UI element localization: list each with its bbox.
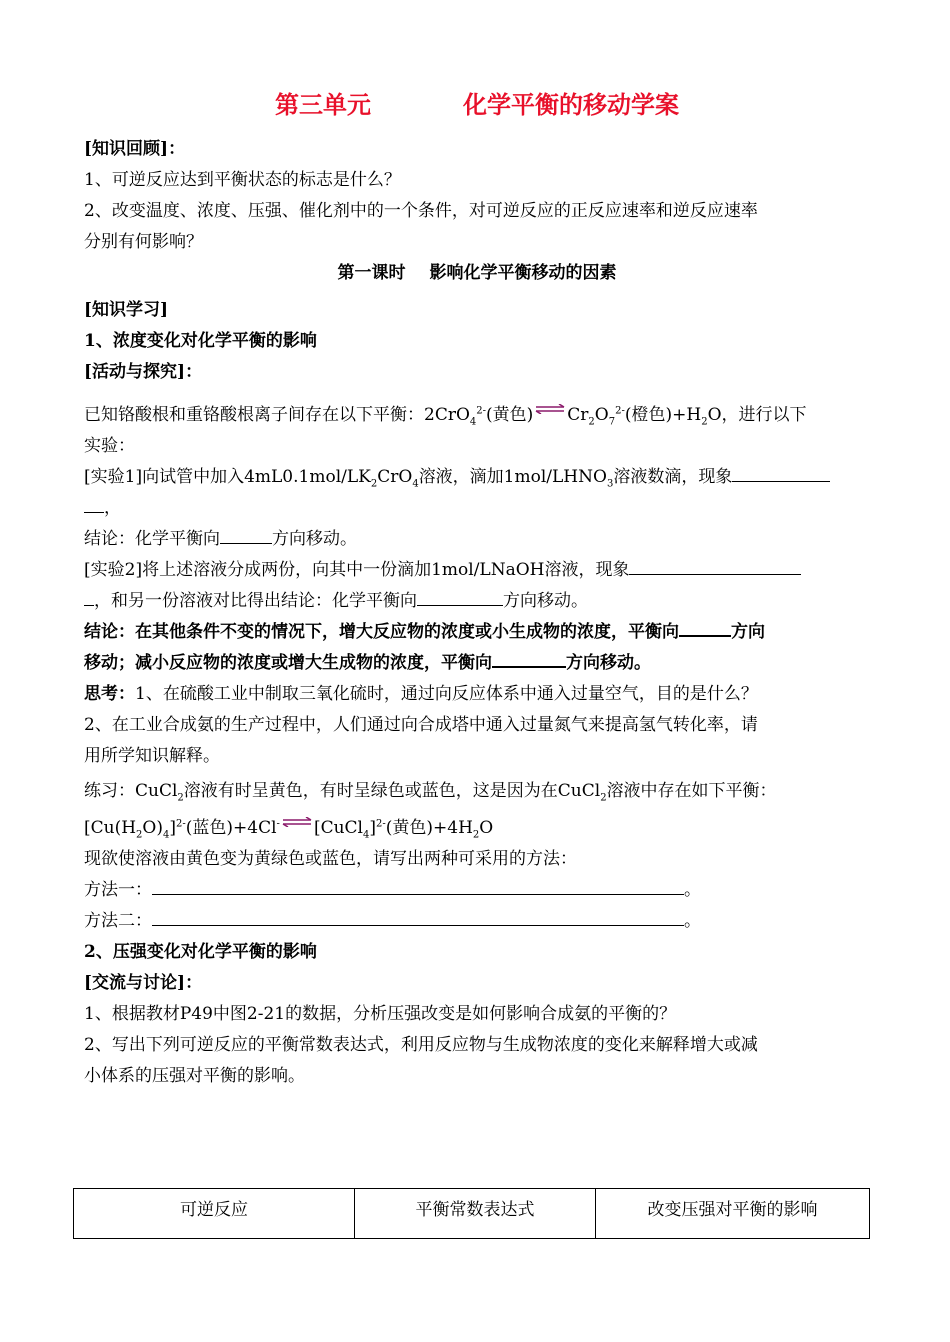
- method-label: 方法一：: [84, 880, 152, 900]
- exp1-end: ，: [104, 498, 121, 518]
- section-1-title: 1、浓度变化对化学平衡的影响: [84, 331, 317, 351]
- answer-blank[interactable]: [679, 619, 731, 637]
- practice-intro: [84, 776, 870, 807]
- title-unit: 第三单元: [275, 90, 371, 119]
- experiment-2-cont: [84, 586, 870, 617]
- concl1-text: 结论：化学平衡向: [84, 529, 220, 549]
- eq-o: O: [594, 405, 609, 425]
- title-topic: 化学平衡的移动学案: [463, 90, 679, 119]
- discussion-heading: [交流与讨论]：: [84, 973, 203, 993]
- exp2-text: ，和另一份溶液对比得出结论：化学平衡向: [94, 591, 417, 611]
- equilibrium-table: [73, 1188, 870, 1239]
- table-header-row: [74, 1189, 870, 1239]
- cu-eq-sup: -: [276, 818, 280, 830]
- answer-blank[interactable]: [732, 465, 830, 482]
- exp1-text: [实验1]向试管中加入4mL0.1mol/LK: [84, 467, 371, 487]
- cu-eq-text: [Cu(H: [84, 818, 137, 838]
- think-label: 思考：: [84, 684, 135, 704]
- review-question-2b: 分别有何影响？: [84, 232, 203, 252]
- cu-eq-sub: 2: [136, 829, 143, 841]
- eq-sub: 2: [701, 416, 708, 428]
- discussion-question-2a: 2、写出下列可逆反应的平衡常数表达式，利用反应物与生成物浓度的变化来解释增大或减: [84, 1035, 758, 1055]
- bold-concl-text: 结论：在其他条件不变的情况下，增大反应物的浓度或小生成物的浓度，平衡向: [84, 622, 679, 642]
- table-header-reaction: 可逆反应: [74, 1189, 355, 1239]
- answer-blank[interactable]: [492, 650, 566, 668]
- think-question-1: [84, 679, 870, 710]
- eq-intro: 已知铬酸根和重铬酸根离子间存在以下平衡：: [84, 405, 424, 425]
- experiment-1-end: [84, 493, 870, 524]
- cu-eq-sub: 4: [163, 829, 170, 841]
- answer-blank[interactable]: [84, 589, 94, 606]
- review-heading: [知识回顾]：: [84, 139, 186, 159]
- eq-reactant: 2CrO: [424, 405, 470, 425]
- exp2-text: [实验2]将上述溶液分成两份，向其中一份滴加1mol/LNaOH溶液，现象: [84, 560, 630, 580]
- bold-concl-text: 方向: [731, 622, 765, 642]
- think-q1: 1、在硫酸工业中制取三氧化硫时，通过向反应体系中通入过量空气，目的是什么？: [135, 684, 758, 704]
- conclusion-1: [84, 524, 870, 555]
- practice-text: 溶液有时呈黄色，有时呈绿色或蓝色，这是因为在CuCl: [183, 781, 601, 801]
- practice-sub: 2: [600, 792, 607, 804]
- practice-text: 溶液中存在如下平衡：: [606, 781, 777, 801]
- experiment-2: [84, 555, 870, 586]
- eq-sub: 7: [608, 416, 616, 428]
- practice-text: 练习：CuCl: [84, 781, 178, 801]
- experiment-1: [84, 462, 870, 493]
- exp1-text: 溶液数滴，现象: [613, 467, 733, 487]
- cu-eq-text: O): [142, 818, 163, 838]
- answer-blank[interactable]: [629, 558, 801, 575]
- eq-reactant-color: (黄色): [486, 405, 534, 425]
- eq-product: Cr: [567, 405, 589, 425]
- eq-tail: ，进行以下: [721, 405, 807, 425]
- lesson-number: 第一课时: [337, 263, 406, 283]
- cu-eq-text: ]: [369, 818, 376, 838]
- answer-blank[interactable]: [220, 527, 272, 544]
- answer-blank[interactable]: [152, 909, 684, 926]
- method-intro: 现欲使溶液由黄色变为黄绿色或蓝色，请写出两种可采用的方法：: [84, 849, 577, 869]
- table-header-pressure-effect: 改变压强对平衡的影响: [596, 1189, 870, 1239]
- equation-continuation: 实验：: [84, 436, 135, 456]
- period: 。: [684, 880, 701, 900]
- exp1-sub: 3: [606, 478, 614, 490]
- bold-concl-text: 移动；减小反应物的浓度或增大生成物的浓度，平衡向: [84, 653, 492, 673]
- eq-o: O: [707, 405, 722, 425]
- answer-blank[interactable]: [84, 496, 104, 513]
- answer-blank[interactable]: [417, 589, 503, 606]
- page-title: [84, 88, 870, 122]
- copper-equation: [84, 813, 870, 844]
- chromate-equation: [84, 400, 870, 431]
- eq-sup: 2-: [476, 405, 487, 417]
- cu-eq-text: [CuCl: [313, 818, 363, 838]
- lesson-topic: 影响化学平衡移动的因素: [429, 263, 617, 283]
- discussion-question-2b: 小体系的压强对平衡的影响。: [84, 1066, 305, 1086]
- method-1: [84, 875, 870, 906]
- cu-eq-sup: 2-: [376, 818, 386, 830]
- study-heading: [知识学习]: [84, 300, 169, 320]
- concl1-text: 方向移动。: [272, 529, 357, 549]
- exp1-text: 溶液，滴加1mol/LHNO: [418, 467, 607, 487]
- exp1-sub: 4: [412, 478, 419, 490]
- equilibrium-arrow-icon: [535, 404, 565, 414]
- answer-blank[interactable]: [152, 878, 684, 895]
- think-question-2b: 用所学知识解释。: [84, 746, 220, 766]
- bold-conclusion-1: [84, 617, 870, 648]
- bold-conclusion-2: [84, 648, 870, 679]
- think-question-2a: 2、在工业合成氨的生产过程中，人们通过向合成塔中通入过量氮气来提高氢气转化率，请: [84, 715, 758, 735]
- eq-sub: 4: [469, 416, 477, 428]
- discussion-question-1: 1、根据教材P49中图2-21的数据，分析压强改变是如何影响合成氨的平衡的？: [84, 1004, 677, 1024]
- equilibrium-arrow-icon: [282, 817, 312, 827]
- eq-sup: 2-: [615, 405, 625, 417]
- cu-eq-text: ]: [169, 818, 177, 838]
- exp1-text: CrO: [377, 467, 413, 487]
- cu-eq-sub: 4: [362, 829, 370, 841]
- exp2-text: 方向移动。: [503, 591, 588, 611]
- eq-sub: 2: [588, 416, 595, 428]
- method-label: 方法二：: [84, 911, 152, 931]
- method-2: [84, 906, 870, 937]
- practice-sub: 2: [177, 792, 184, 804]
- period: 。: [684, 911, 701, 931]
- cu-eq-sub: 2: [472, 829, 480, 841]
- document-page: [84, 88, 870, 1092]
- review-question-1: 1、可逆反应达到平衡状态的标志是什么？: [84, 170, 401, 190]
- bold-concl-text: 方向移动。: [566, 653, 651, 673]
- cu-eq-text: (黄色)+4H: [385, 818, 473, 838]
- cu-eq-sup: 2-: [176, 818, 186, 830]
- section-2-title: 2、压强变化对化学平衡的影响: [84, 942, 317, 962]
- exp1-sub: 2: [370, 478, 378, 490]
- table-header-constant: 平衡常数表达式: [355, 1189, 596, 1239]
- activity-heading: [活动与探究]：: [84, 362, 203, 382]
- review-question-2a: 2、改变温度、浓度、压强、催化剂中的一个条件，对可逆反应的正反应速率和逆反应速率: [84, 201, 758, 221]
- cu-eq-text: O: [479, 818, 494, 838]
- eq-product-color: (橙色)+H: [624, 405, 702, 425]
- cu-eq-text: (蓝色)+4Cl: [185, 818, 277, 838]
- lesson-heading: [84, 258, 870, 289]
